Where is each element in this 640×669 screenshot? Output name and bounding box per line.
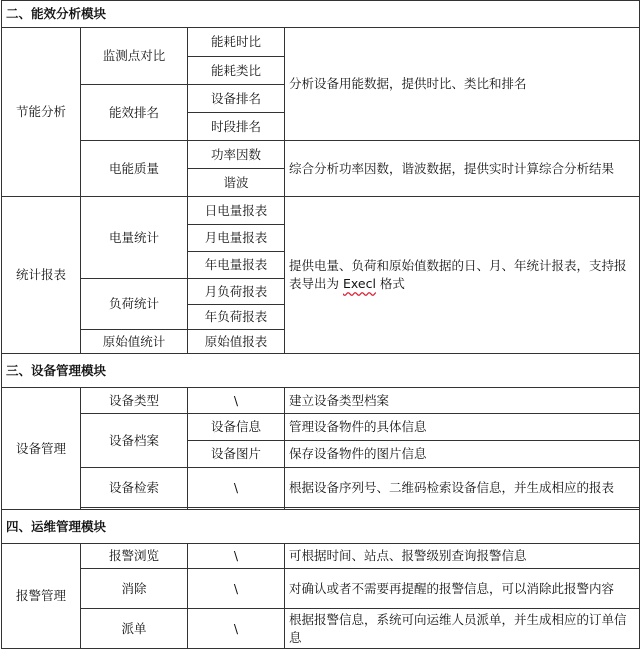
section-title: 三、设备管理模块	[2, 354, 640, 388]
section-title: 二、能效分析模块	[2, 1, 640, 28]
desc-stats-tail: 格式	[375, 276, 405, 291]
desc-alarm-dispatch: 根据报警信息，系统可向运维人员派单，并生成相应的订单信息	[285, 609, 640, 649]
desc-device-info: 管理设备物件的具体信息	[285, 414, 640, 441]
item-harmonic: 谐波	[188, 169, 285, 197]
item-day-elec: 日电量报表	[188, 197, 285, 225]
desc-statistics	[285, 197, 640, 354]
sub-device-type: 设备类型	[81, 388, 188, 414]
item-power-factor: 功率因数	[188, 141, 285, 169]
category-statistics: 统计报表	[2, 197, 81, 354]
item-year-load: 年负荷报表	[188, 305, 285, 330]
slash-alarm-dispatch: \	[188, 609, 285, 649]
slash-device-type: \	[188, 388, 285, 414]
sub-device-archive: 设备档案	[81, 414, 188, 468]
sub-elec-stats: 电量统计	[81, 197, 188, 279]
desc-stats-text: 提供电量、负荷和原始值数据的日、月、年统计报表，支持报表导出为	[289, 258, 627, 291]
module-table	[1, 0, 640, 649]
desc-stats-format: Execl	[342, 276, 376, 291]
item-year-elec: 年电量报表	[188, 252, 285, 279]
sub-compare: 监测点对比	[81, 28, 188, 85]
slash-alarm-browse: \	[188, 544, 285, 569]
category-alarm-mgmt: 报警管理	[2, 544, 81, 649]
desc-device-picture: 保存设备物件的图片信息	[285, 441, 640, 468]
category-energy-saving: 节能分析	[2, 28, 81, 197]
sub-device-search: 设备检索	[81, 468, 188, 508]
sub-rank: 能效排名	[81, 85, 188, 141]
desc-power-quality: 综合分析功率因数，谐波数据，提供实时计算综合分析结果	[285, 141, 640, 197]
item-type-compare: 能耗类比	[188, 57, 285, 85]
item-period-rank: 时段排名	[188, 113, 285, 141]
desc-device-type: 建立设备类型档案	[285, 388, 640, 414]
section-title: 四、运维管理模块	[2, 510, 640, 544]
section-header-ops	[2, 510, 640, 544]
sub-quality: 电能质量	[81, 141, 188, 197]
section-header-energy	[2, 1, 640, 28]
item-raw-report: 原始值报表	[188, 330, 285, 354]
sub-alarm-dispatch: 派单	[81, 609, 188, 649]
sub-raw-stats: 原始值统计	[81, 330, 188, 354]
desc-alarm-browse: 可根据时间、站点、报警级别查询报警信息	[285, 544, 640, 569]
item-month-elec: 月电量报表	[188, 225, 285, 252]
item-month-load: 月负荷报表	[188, 279, 285, 305]
section-header-device	[2, 354, 640, 388]
item-time-compare: 能耗时比	[188, 28, 285, 57]
desc-alarm-clear: 对确认或者不需要再提醒的报警信息，可以消除此报警内容	[285, 569, 640, 609]
sub-alarm-browse: 报警浏览	[81, 544, 188, 569]
category-device-mgmt: 设备管理	[2, 388, 81, 510]
slash-alarm-clear: \	[188, 569, 285, 609]
item-device-rank: 设备排名	[188, 85, 285, 113]
item-device-picture: 设备图片	[188, 441, 285, 468]
sub-load-stats: 负荷统计	[81, 279, 188, 330]
sub-alarm-clear: 消除	[81, 569, 188, 609]
desc-device-search: 根据设备序列号、二维码检索设备信息，并生成相应的报表	[285, 468, 640, 508]
item-device-info: 设备信息	[188, 414, 285, 441]
slash-device-search: \	[188, 468, 285, 508]
desc-energy-analysis: 分析设备用能数据，提供时比、类比和排名	[285, 28, 640, 141]
